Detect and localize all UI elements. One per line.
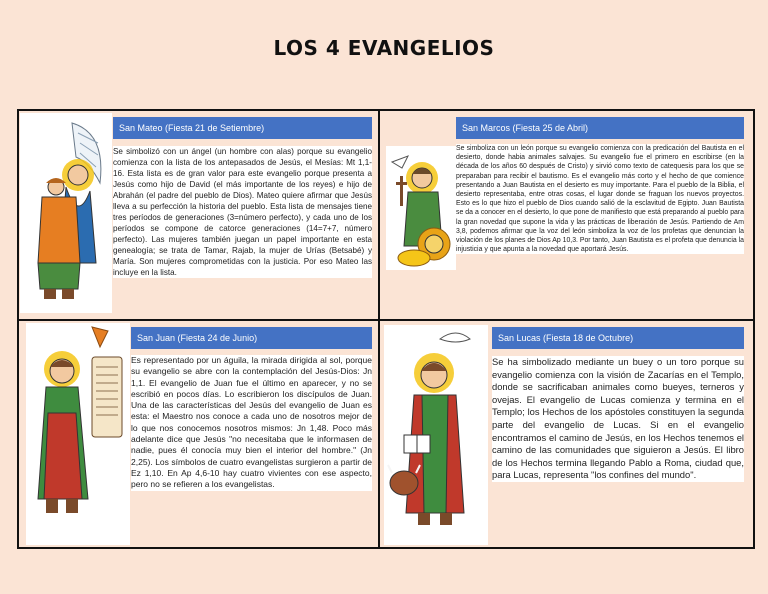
juan-text: Es representado por un águila, la mirada dirigida al sol, porque su evangelio se abre con la contemplación del Jesús-Dios: Jn 1,1. El evangelio de Juan fue el último en aparecer, y no se escribió en pocos días. Lo escribieron los discípulos de Juan. Una de las características del Jesús del evangelio de Juan es esta: el Maestro nos conoce a cada uno de nosotros mejor de lo que nos conocemos nosotros mismos: Jn 1,48. Poco más adelante dice que Jesús "no necesitaba que le informasen de nadie, pues él conocía muy bien el interior del hombre." (Jn 2,25). Los símbolos de cuatro evangelistas surgieron a partir de Ez 1,10. En Ap 4,6-10 hay cuatro vivientes con ese aspecto, pero no se refieren a los evangelistas. bbox=[131, 355, 372, 490]
marcos-text: Se simboliza con un león porque su evangelio comienza con la predicación del Bautista en el desierto, donde habia animales salvajes. Su evangelio fue el primero en escribirse (en la década de los años 60 después de Cristo) y sirvió como texto de catequesis para los que se preparaban para recibir el bautismo. Es el evangelio más corto y el hecho de que comience presentando a Juan Bautista en el desierto es muy importante. Para el pueblo de la Biblia, el desierto representaba, entre otras cosas, el lugar donde se fraguan los nuevos proyectos. Esto es lo que hizo el pueblo de Dios cuando salió de la esclavitud de Egipto. Juan Bautista se da a conocer en el desierto, lo que pone de manifiesto que está preparando al pueblo para la gran novedad que supone la vida y las prácticas de liberación de Jesús. Partiendo de Am 3,8, podemos afirmar que la voz del león simboliza la voz de los profetas que denuncian la violación de los planes de Dios Ap 10,3. Por tanto, Juan Bautista es el profeta que denuncia la injusticia y que apunta a la novedad que aportará Jesús. bbox=[456, 145, 744, 254]
juan-header: San Juan (Fiesta 24 de Junio) bbox=[131, 327, 372, 349]
angel-illustration bbox=[20, 113, 112, 313]
table-divider-vertical bbox=[378, 109, 380, 549]
ox-illustration bbox=[384, 325, 488, 545]
marcos-header: San Marcos (Fiesta 25 de Abril) bbox=[456, 117, 744, 139]
eagle-illustration bbox=[26, 323, 130, 545]
mateo-text: Se simbolizó con un ángel (un hombre con alas) porque su evangelio comienza con la lista de los antepasados de Jesús, el Mesías: Mt 1,1-16. Esta lista es de gran valor para este evangelio porque presenta a Jesús como hijo de David (el más importante de los reyes) e hijo de Abrahán (el padre del pueblo de Dios). Mateo quiere afirmar que Jesús lleva a su perfección la historia del pueblo. Esta lista de mensajes tiene tres períodos de generaciones (3=número perfecto), y cada uno de los períodos se compone de catorce generaciones (14=7+7, número perfecto). Las mujeres también juegan un papel importante en esta genealogía; se trata de Tamar, Rajab, la mujer de Urías (Betsabé) y María. Son mujeres comprometidas con la justicia. Por eso Mateo las incluye en la lista. bbox=[113, 147, 372, 277]
lucas-header: San Lucas (Fiesta 18 de Octubre) bbox=[492, 327, 744, 349]
lion-illustration bbox=[386, 146, 456, 270]
page-title: LOS 4 EVANGELIOS bbox=[273, 36, 495, 60]
marcos-illustration bbox=[386, 146, 456, 270]
juan-illustration bbox=[26, 323, 130, 545]
table-divider-horizontal bbox=[17, 319, 755, 321]
mateo-illustration bbox=[20, 113, 112, 313]
lucas-illustration bbox=[384, 325, 488, 545]
lucas-text: Se ha simbolizado mediante un buey o un toro porque su evangelio comienza con la visión de Zacarías en el Templo, donde se sacrificaban animales como bueyes, terneros y ovejas. El evangelio de Lucas comienza y termina en el Templo; los Hechos de los apóstoles constituyen la segunda parte del evangelio de Lucas. Si en el evangelio encontramos el camino de Jesús, en los Hechos tenemos el camino de las comunidades que siguieron a Jesús. El libro de los Hechos termina llegando Pablo a Roma, ciudad que, para Lucas, representa "los confines del mundo". bbox=[492, 356, 744, 481]
mateo-header: San Mateo (Fiesta 21 de Setiembre) bbox=[113, 117, 372, 139]
